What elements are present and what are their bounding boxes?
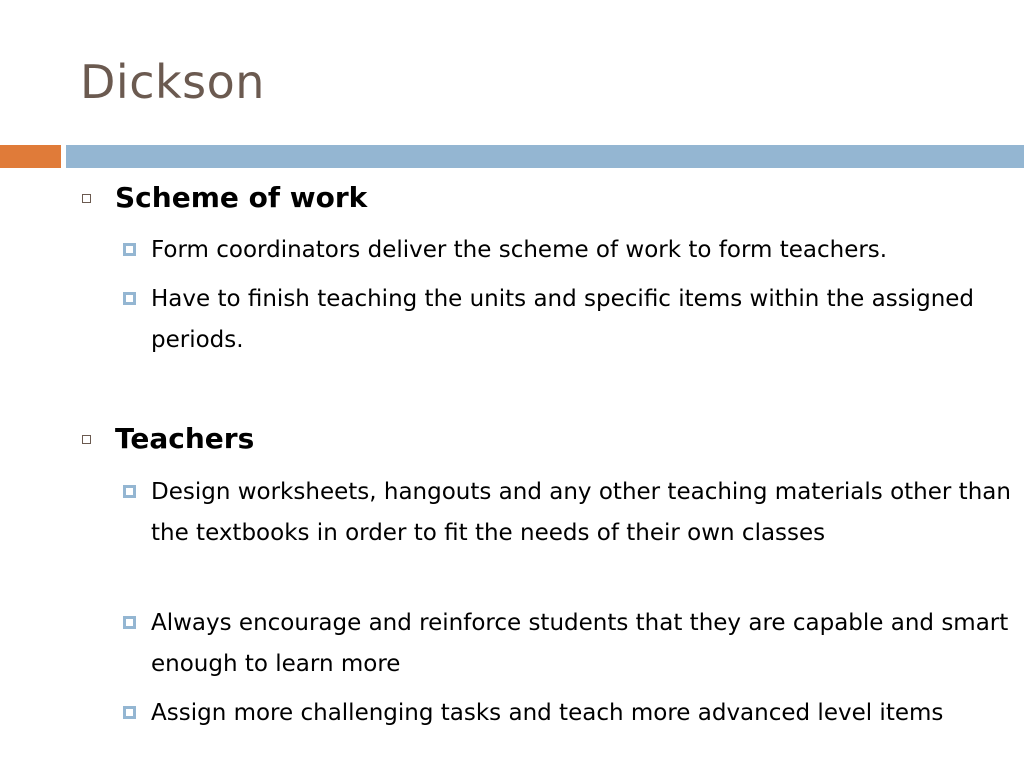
- slide-title: Dickson: [80, 55, 265, 109]
- filled-square-icon: [123, 485, 136, 498]
- list-item-text: Form coordinators deliver the scheme of work to form teachers.: [151, 237, 888, 263]
- filled-square-icon: [123, 616, 136, 629]
- hollow-square-icon: [82, 194, 91, 203]
- filled-square-icon: [123, 292, 136, 305]
- list-item-text: Assign more challenging tasks and teach more advanced level items: [151, 700, 944, 726]
- list-item-text: Always encourage and reinforce students that they are capable and smart enough to learn more: [151, 610, 1009, 677]
- filled-square-icon: [123, 243, 136, 256]
- list-item-text: Design worksheets, hangouts and any other teaching materials other than the textbooks in order to fit the needs of their own classes: [151, 479, 1011, 546]
- list-item-text: Have to finish teaching the units and specific items within the assigned periods.: [151, 286, 975, 353]
- hollow-square-icon: [82, 435, 91, 444]
- section-heading: Teachers: [115, 422, 255, 455]
- section-heading: Scheme of work: [115, 181, 368, 214]
- filled-square-icon: [123, 706, 136, 719]
